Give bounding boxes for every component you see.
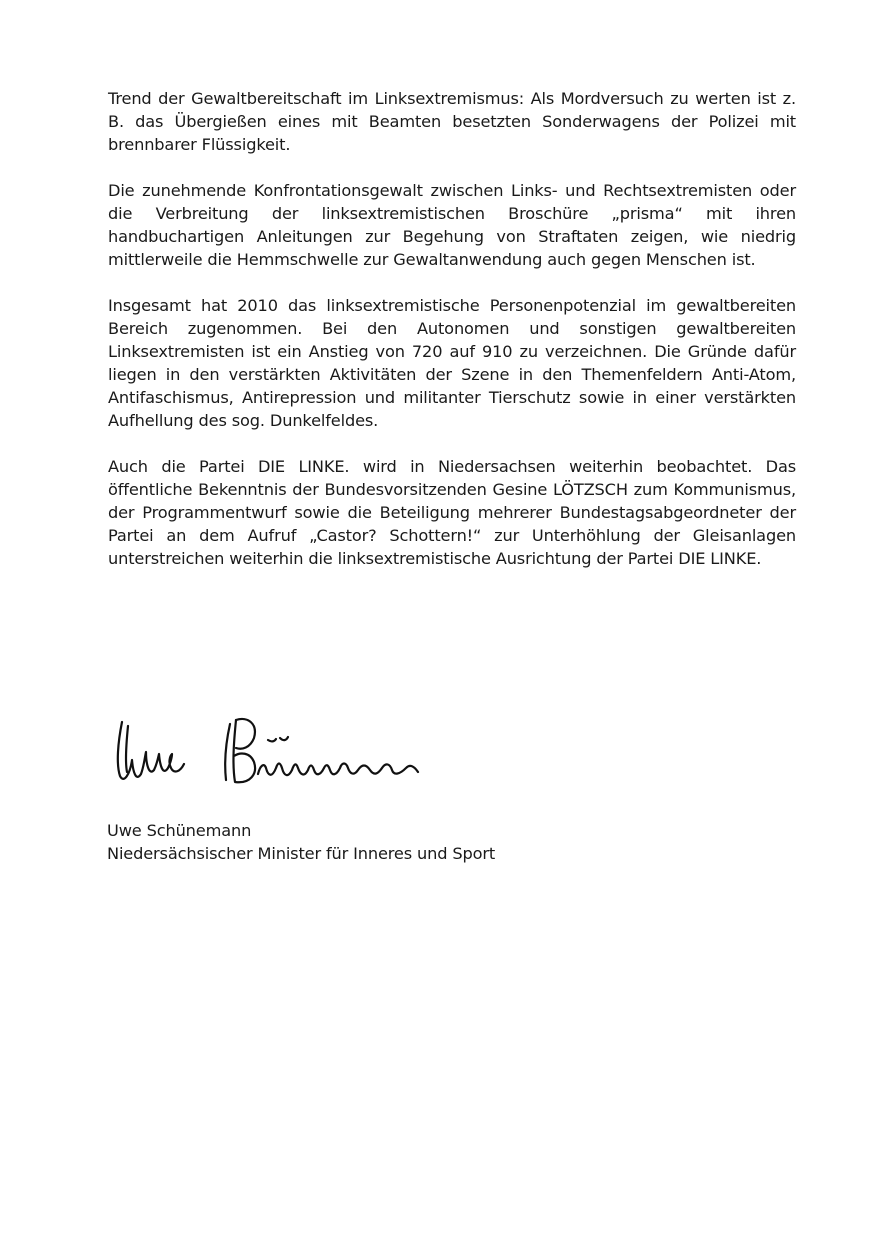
signer-name: Uwe Schünemann: [107, 821, 252, 840]
signer-block: [107, 819, 495, 865]
paragraph-2: Die zunehmende Konfrontationsgewalt zwischen Links- und Rechtsextremisten oder die Verbreitung der linksextremistischen Broschüre „prisma“ mit ihren handbuchartigen Anleitungen zur Begehung von Straftaten zeigen, wie niedrig mittlerweile die Hemmschwelle zur Gewaltanwendung auch gegen Menschen ist.: [108, 181, 796, 269]
handwritten-signature-icon: [108, 712, 428, 796]
letter-body: [108, 87, 796, 593]
paragraph-1: Trend der Gewaltbereitschaft im Linksextremismus: Als Mordversuch zu werten ist z. B. das Übergießen eines mit Beamten besetzten Sonderwagens der Polizei mit brennbarer Flüssigkeit.: [108, 89, 796, 154]
paragraph-4: Auch die Partei DIE LINKE. wird in Niedersachsen weiterhin beobachtet. Das öffentliche Bekenntnis der Bundesvorsitzenden Gesine LÖTZSCH zum Kommunismus, der Programmentwurf sowie die Beteiligung mehrerer Bundestagsabgeordneter der Partei an dem Aufruf „Castor? Schottern!“ zur Unterhöhlung der Gleisanlagen unterstreichen weiterhin die linksextremistische Ausrichtung der Partei DIE LINKE.: [108, 457, 796, 568]
paragraph-3: Insgesamt hat 2010 das linksextremistische Personenpotenzial im gewaltbereiten Bereich zugenommen. Bei den Autonomen und sonstigen gewaltbereiten Linksextremisten ist ein Anstieg von 720 auf 910 zu verzeichnen. Die Gründe dafür liegen in den verstärkten Aktivitäten der Szene in den Themenfeldern Anti-Atom, Antifaschismus, Antirepression und militanter Tierschutz sowie in einer verstärkten Aufhellung des sog. Dunkelfeldes.: [108, 296, 796, 430]
signer-title: Niedersächsischer Minister für Inneres und Sport: [107, 844, 496, 863]
